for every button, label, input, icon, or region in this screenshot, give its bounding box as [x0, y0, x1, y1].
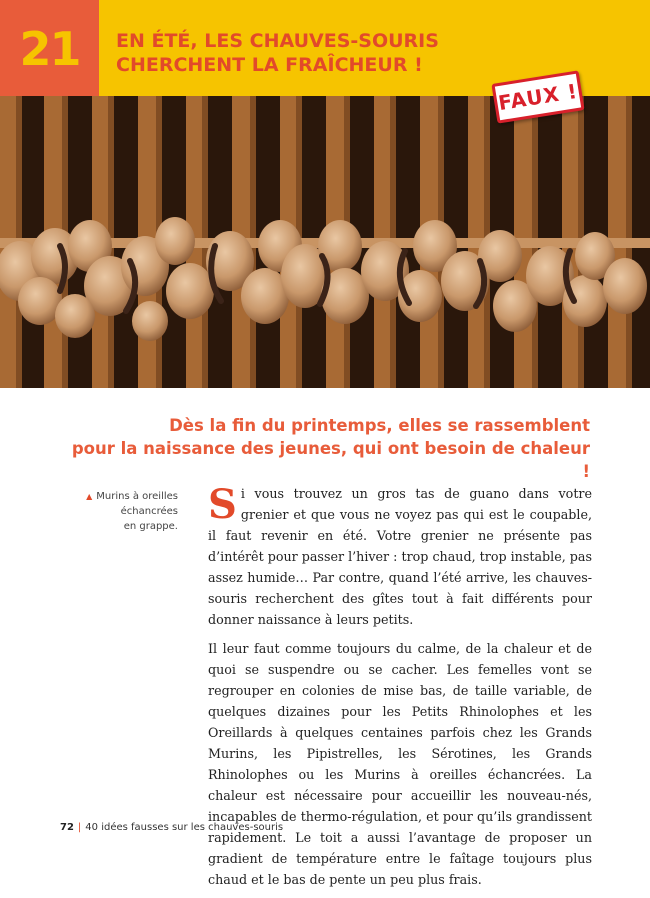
caption-line-2: échancrées: [120, 506, 178, 517]
chapter-number: 21: [19, 22, 80, 76]
caption-line-3: en grappe.: [123, 521, 178, 532]
caption-triangle-icon: ▲: [86, 492, 93, 501]
book-title: 40 idées fausses sur les chauves-souris: [85, 822, 284, 833]
drop-cap: S: [208, 481, 237, 528]
subtitle-line-2: pour la naissance des jeunes, qui ont besoin de chaleur !: [71, 439, 590, 481]
paragraph-2: Il leur faut comme toujours du calme, de la chaleur et de quoi se suspendre ou se cacher. Les femelles vont se regrouper en colonies de mise bas, de taille variable, de quelques dizaines pour les Petits Rhinolophes et les Oreillards à quelques centaines parfois chez les Grands Murins, les Pipistrelles, les Sérotines, les Grands Rhinolophes ou les Murins à oreilles échancrées. La chaleur est nécessaire pour accueillir les nouveau-nés, incapables de thermo-régulation, et pour qu’ils grandissent rapidement. Le toit a aussi l’avantage de proposer un gradient de température entre le faîtage toujours plus chaud et le bas de pente un peu plus frais.: [208, 641, 592, 887]
paragraph-1: [208, 483, 592, 630]
paragraph-1-text: i vous trouvez un gros tas de guano dans votre grenier et que vous ne voyez pas qui est le coupable, il faut revenir en été. Votre grenier ne présente pas d’intérêt pour passer l’hiver : trop chaud, trop instable, pas assez humide… Par contre, quand l’été arrive, les chauves-souris recherchent des gîtes tout à fait différents pour donner naissance à leurs petits.: [208, 486, 592, 627]
bat-colony-photo: [0, 96, 650, 388]
caption-line-1: Murins à oreilles: [96, 491, 178, 502]
chapter-title: EN ÉTÉ, LES CHAUVES-SOURIS CHERCHENT LA FRAÎCHEUR !: [116, 30, 439, 76]
footer-separator: |: [77, 822, 82, 833]
page-footer: [60, 822, 283, 833]
bat-cluster-illustration: [0, 96, 650, 388]
body-text: [208, 483, 592, 898]
subtitle-line-1: Dès la fin du printemps, elles se rassemblent: [169, 416, 590, 435]
page-number: 72: [60, 822, 74, 833]
subtitle: [60, 414, 590, 483]
faux-stamp-label: FAUX !: [496, 78, 580, 116]
photo-caption: [62, 489, 178, 534]
